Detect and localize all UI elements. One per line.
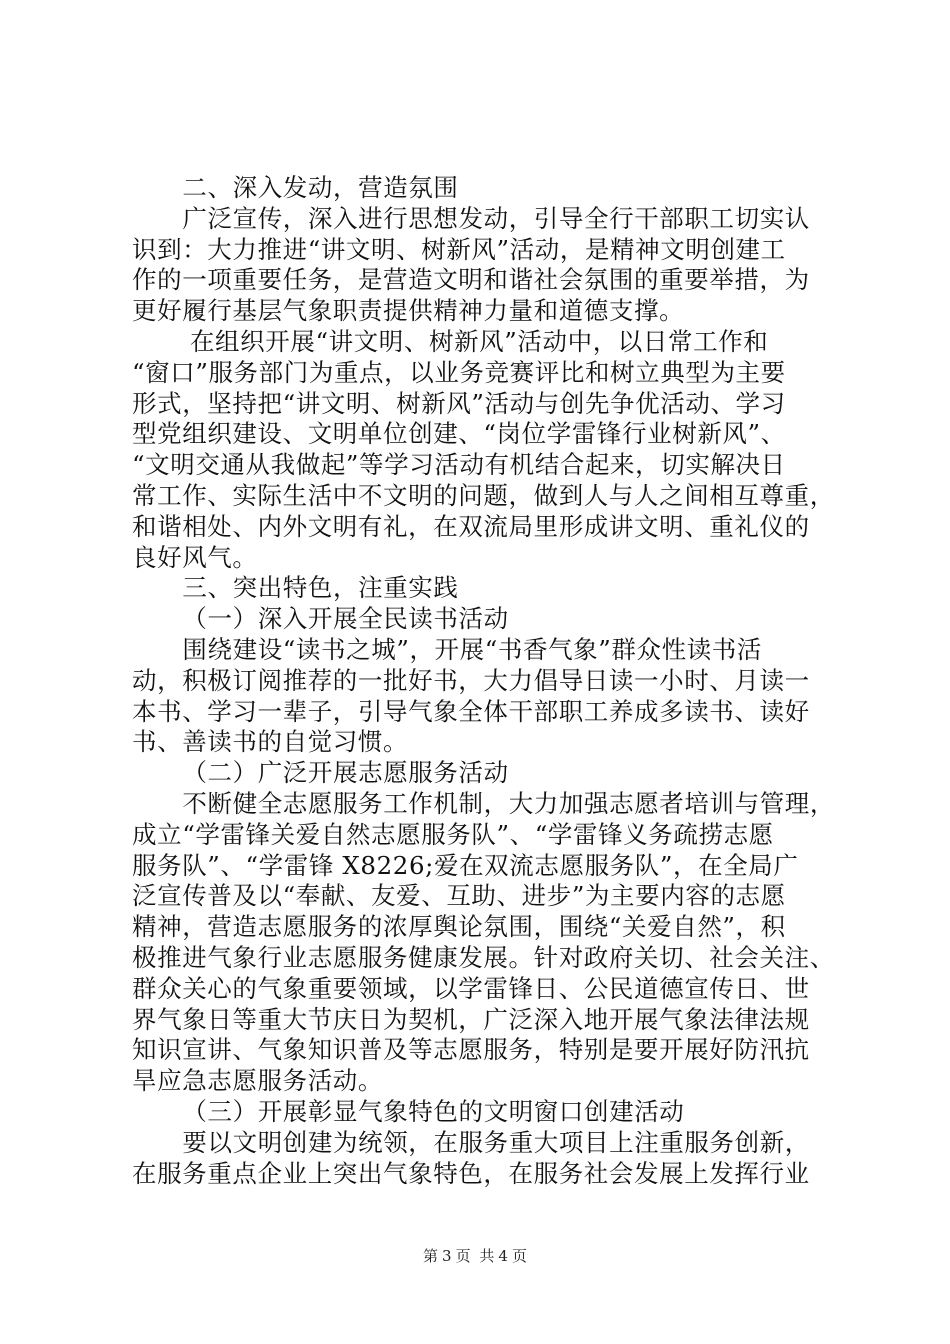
total-unit: 页	[511, 1247, 527, 1265]
text-line: 围绕建设“读书之城”，开展“书香气象”群众性读书活	[182, 635, 762, 664]
text-line: 极推进气象行业志愿服务健康发展。针对政府关切、社会关注、	[132, 943, 835, 972]
text-line: 和谐相处、内外文明有礼，在双流局里形成讲文明、重礼仪的	[132, 511, 810, 541]
text-line: 不断健全志愿服务工作机制，大力加强志愿者培训与管理，	[182, 789, 835, 818]
text-line: 识到：大力推进“讲文明、树新风”活动，是精神文明创建工	[132, 234, 786, 264]
text-line: 常工作、实际生活中不文明的问题，做到人与人之间相互尊重，	[132, 481, 835, 510]
text-line: 三、突出特色，注重实践	[182, 573, 459, 603]
total-pages: 4	[498, 1247, 508, 1265]
text-line: 知识宣讲、气象知识普及等志愿服务，特别是要开展好防汛抗	[132, 1035, 810, 1065]
text-line: 更好履行基层气象职责提供精神力量和道德支撑。	[132, 296, 685, 326]
text-line: 泛宣传普及以“奉献、友爱、互助、进步”为主要内容的志愿	[132, 881, 786, 911]
text-line: 型党组织建设、文明单位创建、“岗位学雷锋行业树新风”、	[132, 419, 786, 449]
page-footer	[0, 1246, 950, 1266]
text-line: （三）开展彰显气象特色的文明窗口创建活动	[182, 1097, 685, 1126]
page-number: 3	[442, 1247, 452, 1265]
text-line: 群众关心的气象重要领域，以学雷锋日、公民道德宣传日、世	[132, 973, 810, 1003]
text-line: 形式，坚持把“讲文明、树新风”活动与创先争优活动、学习	[132, 388, 786, 418]
page-label: 第	[423, 1247, 439, 1265]
text-line: 旱应急志愿服务活动。	[132, 1066, 383, 1096]
text-line: 作的一项重要任务，是营造文明和谐社会氛围的重要举措，为	[132, 265, 810, 295]
text-line: （一）深入开展全民读书活动	[182, 604, 509, 634]
text-line: 要以文明创建为统领，在服务重大项目上注重服务创新，	[182, 1127, 810, 1157]
total-label: 共	[479, 1247, 495, 1265]
text-line: 在组织开展“讲文明、树新风”活动中，以日常工作和	[189, 327, 769, 356]
text-line: 本书、学习一辈子，引导气象全体干部职工养成多读书、读好	[132, 696, 810, 726]
text-line: 书、善读书的自觉习惯。	[132, 727, 409, 757]
text-line: 成立“学雷锋关爱自然志愿服务队”、“学雷锋义务疏捞志愿	[132, 819, 774, 849]
text-line: 二、深入发动，营造氛围	[182, 173, 459, 202]
text-line: “窗口”服务部门为重点，以业务竞赛评比和树立典型为主要	[132, 357, 786, 387]
text-line: （二）广泛开展志愿服务活动	[182, 758, 509, 788]
text-line: “文明交通从我做起”等学习活动有机结合起来，切实解决日	[132, 450, 786, 480]
text-line: 界气象日等重大节庆日为契机，广泛深入地开展气象法律法规	[132, 1004, 810, 1034]
text-line: 精神，营造志愿服务的浓厚舆论氛围，围绕“关爱自然”，积	[132, 912, 786, 942]
text-line: 动，积极订阅推荐的一批好书，大力倡导日读一小时、月读一	[132, 665, 810, 695]
text-line: 服务队”、“学雷锋 X8226;爱在双流志愿服务队”，在全局广	[132, 850, 799, 880]
page-unit: 页	[455, 1247, 471, 1265]
text-line: 在服务重点企业上突出气象特色，在服务社会发展上发挥行业	[132, 1158, 810, 1188]
text-line: 良好风气。	[132, 542, 258, 572]
text-line: 广泛宣传，深入进行思想发动，引导全行干部职工切实认	[182, 203, 810, 233]
